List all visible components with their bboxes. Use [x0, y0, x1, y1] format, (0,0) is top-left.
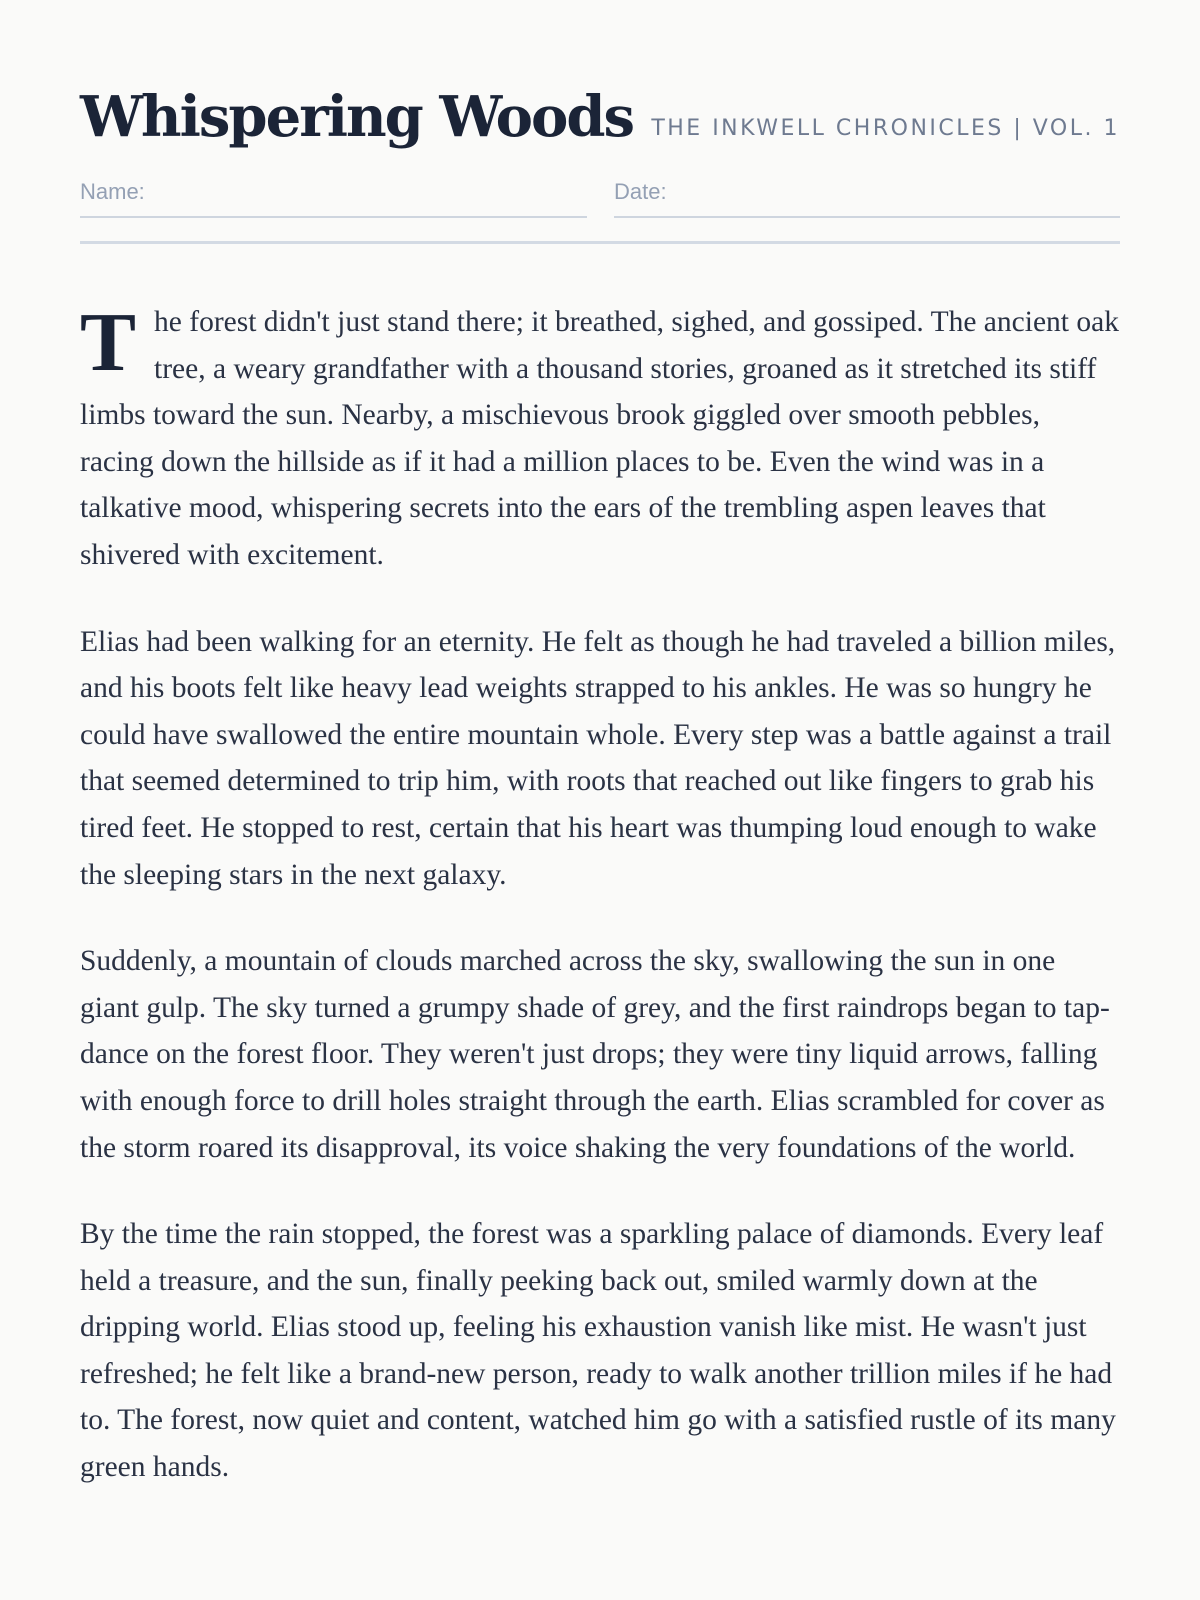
date-field[interactable] [614, 176, 1120, 218]
story-paragraph-3: Suddenly, a mountain of clouds marched across the sky, swallowing the sun in one giant gulp. The sky turned a grumpy shade of grey, and the first raindrops began to tap-dance on the forest floor. They weren't just drops; they were tiny liquid arrows, falling with enough force to drill holes straight through the earth. Elias scrambled for cover as the storm roared its disapproval, its voice shaking the very foundations of the world. [80, 945, 1110, 1164]
series-label: THE INKWELL CHRONICLES | VOL. 1 [651, 116, 1120, 141]
paragraph-1-text: he forest didn't just stand there; it breathed, sighed, and gossiped. The ancient oak tree, a weary grandfather with a thousand stories, groaned as it stretched its stiff limbs toward the sun. Nearby, a mischievous brook giggled over smooth pebbles, racing down the hillside as if it had a million places to be. Even the wind was in a talkative mood, whispering secrets into the ears of the trembling aspen leaves that shivered with excitement. [80, 306, 1119, 571]
drop-cap: T [80, 296, 137, 389]
header-divider [80, 241, 1120, 244]
story-paragraph-1 [80, 296, 1120, 579]
header [80, 70, 1120, 160]
date-label: Date: [614, 179, 667, 204]
name-label: Name: [80, 179, 145, 204]
page-title: Whispering Woods [80, 84, 634, 150]
story-paragraph-2: Elias had been walking for an eternity. He felt as though he had traveled a billion miles, and his boots felt like heavy lead weights strapped to his ankles. He was so hungry he could have swallowed the entire mountain whole. Every step was a battle against a trail that seemed determined to trip him, with roots that reached out like fingers to grab his tired feet. He stopped to rest, certain that his heart was thumping loud enough to wake the sleeping stars in the next galaxy. [80, 625, 1116, 891]
story-body [80, 296, 1120, 1531]
story-paragraph-4: By the time the rain stopped, the forest was a sparkling palace of diamonds. Every leaf held a treasure, and the sun, finally peeking back out, smiled warmly down at the dripping world. Elias stood up, feeling his exhaustion vanish like mist. He wasn't just refreshed; he felt like a brand-new person, ready to walk another trillion miles if he had to. The forest, now quiet and content, watched him go with a satisfied rustle of its many green hands. [80, 1218, 1116, 1484]
name-field[interactable] [80, 176, 587, 218]
